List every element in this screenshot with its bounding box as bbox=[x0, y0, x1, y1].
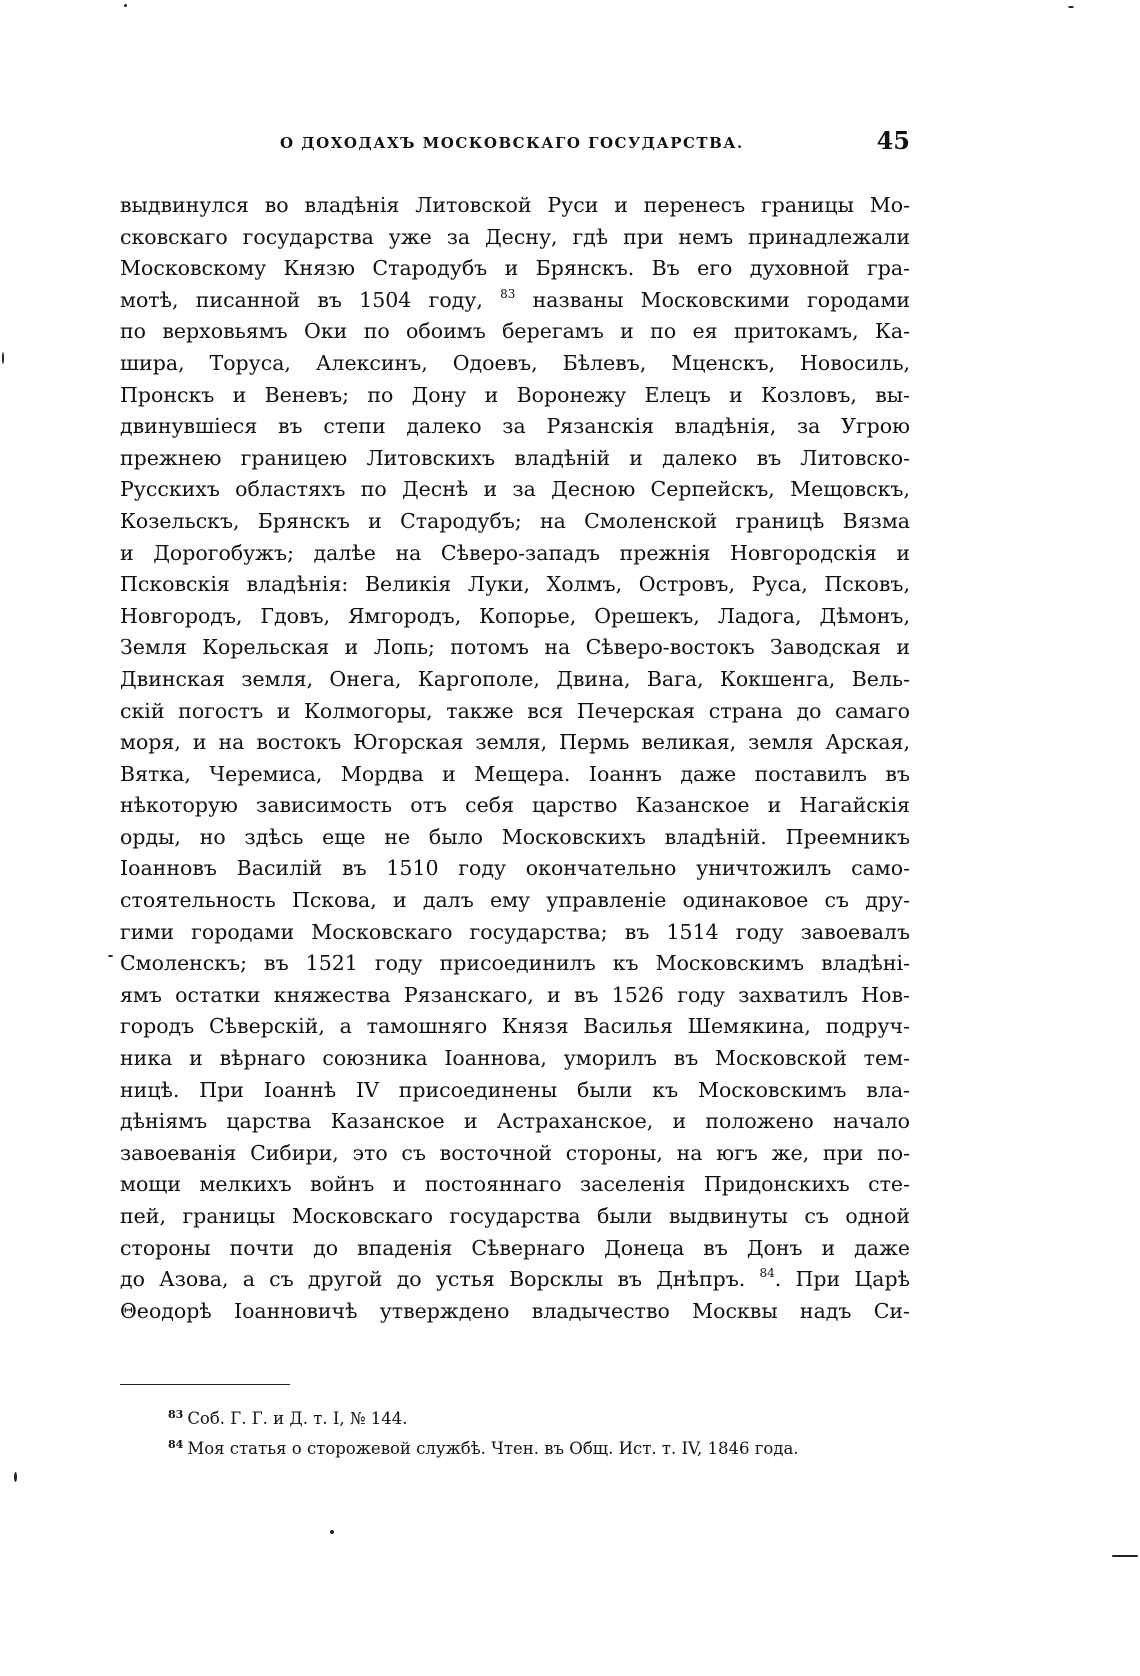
scan-speck bbox=[14, 1472, 17, 1482]
text-line: гими городами Московскаго государства; въ 1514 году завоевалъ bbox=[120, 919, 910, 944]
text-line: Смоленскъ; въ 1521 году присоединилъ къ Московскимъ владѣні- bbox=[120, 951, 910, 976]
text-line: нѣкоторую зависимость отъ себя царство Казанское и Нагайскія bbox=[120, 793, 910, 818]
text-line: Псковскія владѣнія: Великія Луки, Холмъ, Островъ, Руса, Псковъ, bbox=[120, 572, 910, 597]
text-line: моря, и на востокъ Югорская земля, Пермь великая, земля Арская, bbox=[120, 730, 910, 755]
text-line: Пронскъ и Веневъ; по Дону и Воронежу Елецъ и Козловъ, вы- bbox=[120, 382, 910, 407]
scan-speck bbox=[124, 4, 127, 7]
page-number: 45 bbox=[876, 126, 910, 155]
text-line: мотѣ, писанной въ 1504 году, $^{83}$ названы Московскими городами bbox=[120, 286, 910, 312]
text-line: Козельскъ, Брянскъ и Стародубъ; на Смоленской границѣ Вязма bbox=[120, 508, 910, 533]
text-line: городъ Сѣверскій, а тамошняго Князя Василья Шемякина, подруч- bbox=[120, 1014, 910, 1039]
footnote-divider bbox=[120, 1384, 290, 1385]
text-line: орды, но здѣсь еще не было Московскихъ владѣній. Преемникъ bbox=[120, 824, 910, 849]
text-line: и Дорогобужъ; далѣе на Сѣверо-западъ прежнія Новгородскія и bbox=[120, 540, 910, 565]
text-line: двинувшіеся въ степи далеко за Рязанскія владѣнія, за Угрою bbox=[120, 414, 910, 439]
text-line: сковскаго государства уже за Десну, гдѣ при немъ принадлежали bbox=[120, 224, 910, 249]
text-line: ника и вѣрнаго союзника Іоаннова, уморилъ въ Московской тем- bbox=[120, 1046, 910, 1071]
text-line: Вятка, Черемиса, Мордва и Мещера. Іоаннъ даже поставилъ въ bbox=[120, 761, 910, 786]
page-header bbox=[120, 126, 910, 170]
text-line: Іоанновъ Василій въ 1510 году окончательно уничтожилъ само- bbox=[120, 856, 910, 881]
scan-speck bbox=[1112, 1555, 1138, 1557]
text-line: Новгородъ, Гдовъ, Ямгородъ, Копорье, Орешекъ, Ладога, Дѣмонъ, bbox=[120, 603, 910, 628]
scan-speck bbox=[1068, 6, 1074, 8]
text-line: стороны почти до впаденія Сѣвернаго Донеца въ Донъ и даже bbox=[120, 1235, 910, 1260]
footnote-mark: 83 bbox=[168, 1408, 184, 1421]
footnote-text: Соб. Г. Г. и Д. т. I, № 144. bbox=[187, 1409, 408, 1428]
text-line: Двинская земля, Онега, Каргополе, Двина, Вага, Кокшенга, Вель- bbox=[120, 666, 910, 691]
text-line: стоятельность Пскова, и далъ ему управленіе одинаковое съ дру- bbox=[120, 888, 910, 913]
text-line: мощи мелкихъ войнъ и постояннаго заселенія Придонскихъ сте- bbox=[120, 1172, 910, 1197]
text-line: ямъ остатки княжества Рязанскаго, и въ 1526 году захватилъ Нов- bbox=[120, 982, 910, 1007]
text-line: пей, границы Московскаго государства были выдвинуты съ одной bbox=[120, 1204, 910, 1228]
footnote-mark: 84 bbox=[168, 1438, 184, 1451]
footnote-reference: 84 bbox=[759, 1266, 775, 1281]
footnote-text: Моя статья о сторожевой службѣ. Чтен. въ Общ. Ист. т. IV, 1846 года. bbox=[187, 1439, 799, 1458]
scan-speck bbox=[108, 955, 113, 957]
text-line: выдвинулся во владѣнія Литовской Руси и перенесъ границы Мо- bbox=[120, 193, 910, 217]
text-line: Русскихъ областяхъ по Деснѣ и за Десною Серпейскъ, Мещовскъ, bbox=[120, 477, 910, 502]
text-line: ницѣ. При Іоаннѣ IV присоединены были къ Московскимъ вла- bbox=[120, 1077, 910, 1102]
footnote bbox=[168, 1434, 910, 1464]
text-line: Земля Корельская и Лопь; потомъ на Сѣверо-востокъ Заводская и bbox=[120, 635, 910, 660]
footnotes bbox=[168, 1404, 910, 1464]
scan-speck bbox=[2, 352, 4, 364]
text-line: дѣніямъ царства Казанское и Астраханское, и положено начало bbox=[120, 1109, 910, 1134]
body-text bbox=[120, 190, 910, 1327]
text-line: завоеванія Сибири, это съ восточной стороны, на югъ же, при по- bbox=[120, 1140, 910, 1165]
text-line: по верховьямъ Оки по обоимъ берегамъ и по ея притокамъ, Ка- bbox=[120, 319, 910, 344]
text-line: до Азова, а съ другой до устья Ворсклы въ Днѣпръ. $^{84}$. При Царѣ bbox=[120, 1266, 910, 1292]
text-line: Θеодорѣ Іоанновичѣ утверждено владычество Москвы надъ Си- bbox=[120, 1298, 910, 1323]
text-line: скій погостъ и Колмогоры, также вся Печерская страна до самаго bbox=[120, 698, 910, 723]
text-line: Московскому Князю Стародубъ и Брянскъ. Въ его духовной гра- bbox=[120, 256, 910, 281]
footnote bbox=[168, 1404, 910, 1434]
running-title: О ДОХОДАХЪ МОСКОВСКАГО ГОСУДАРСТВА. bbox=[280, 134, 744, 152]
footnote-reference: 83 bbox=[500, 286, 516, 301]
scan-speck bbox=[330, 1530, 334, 1534]
text-line: прежнею границею Литовскихъ владѣній и далеко въ Литовско- bbox=[120, 445, 910, 470]
text-line: шира, Торуса, Алексинъ, Одоевъ, Бѣлевъ, Мценскъ, Новосиль, bbox=[120, 350, 910, 375]
